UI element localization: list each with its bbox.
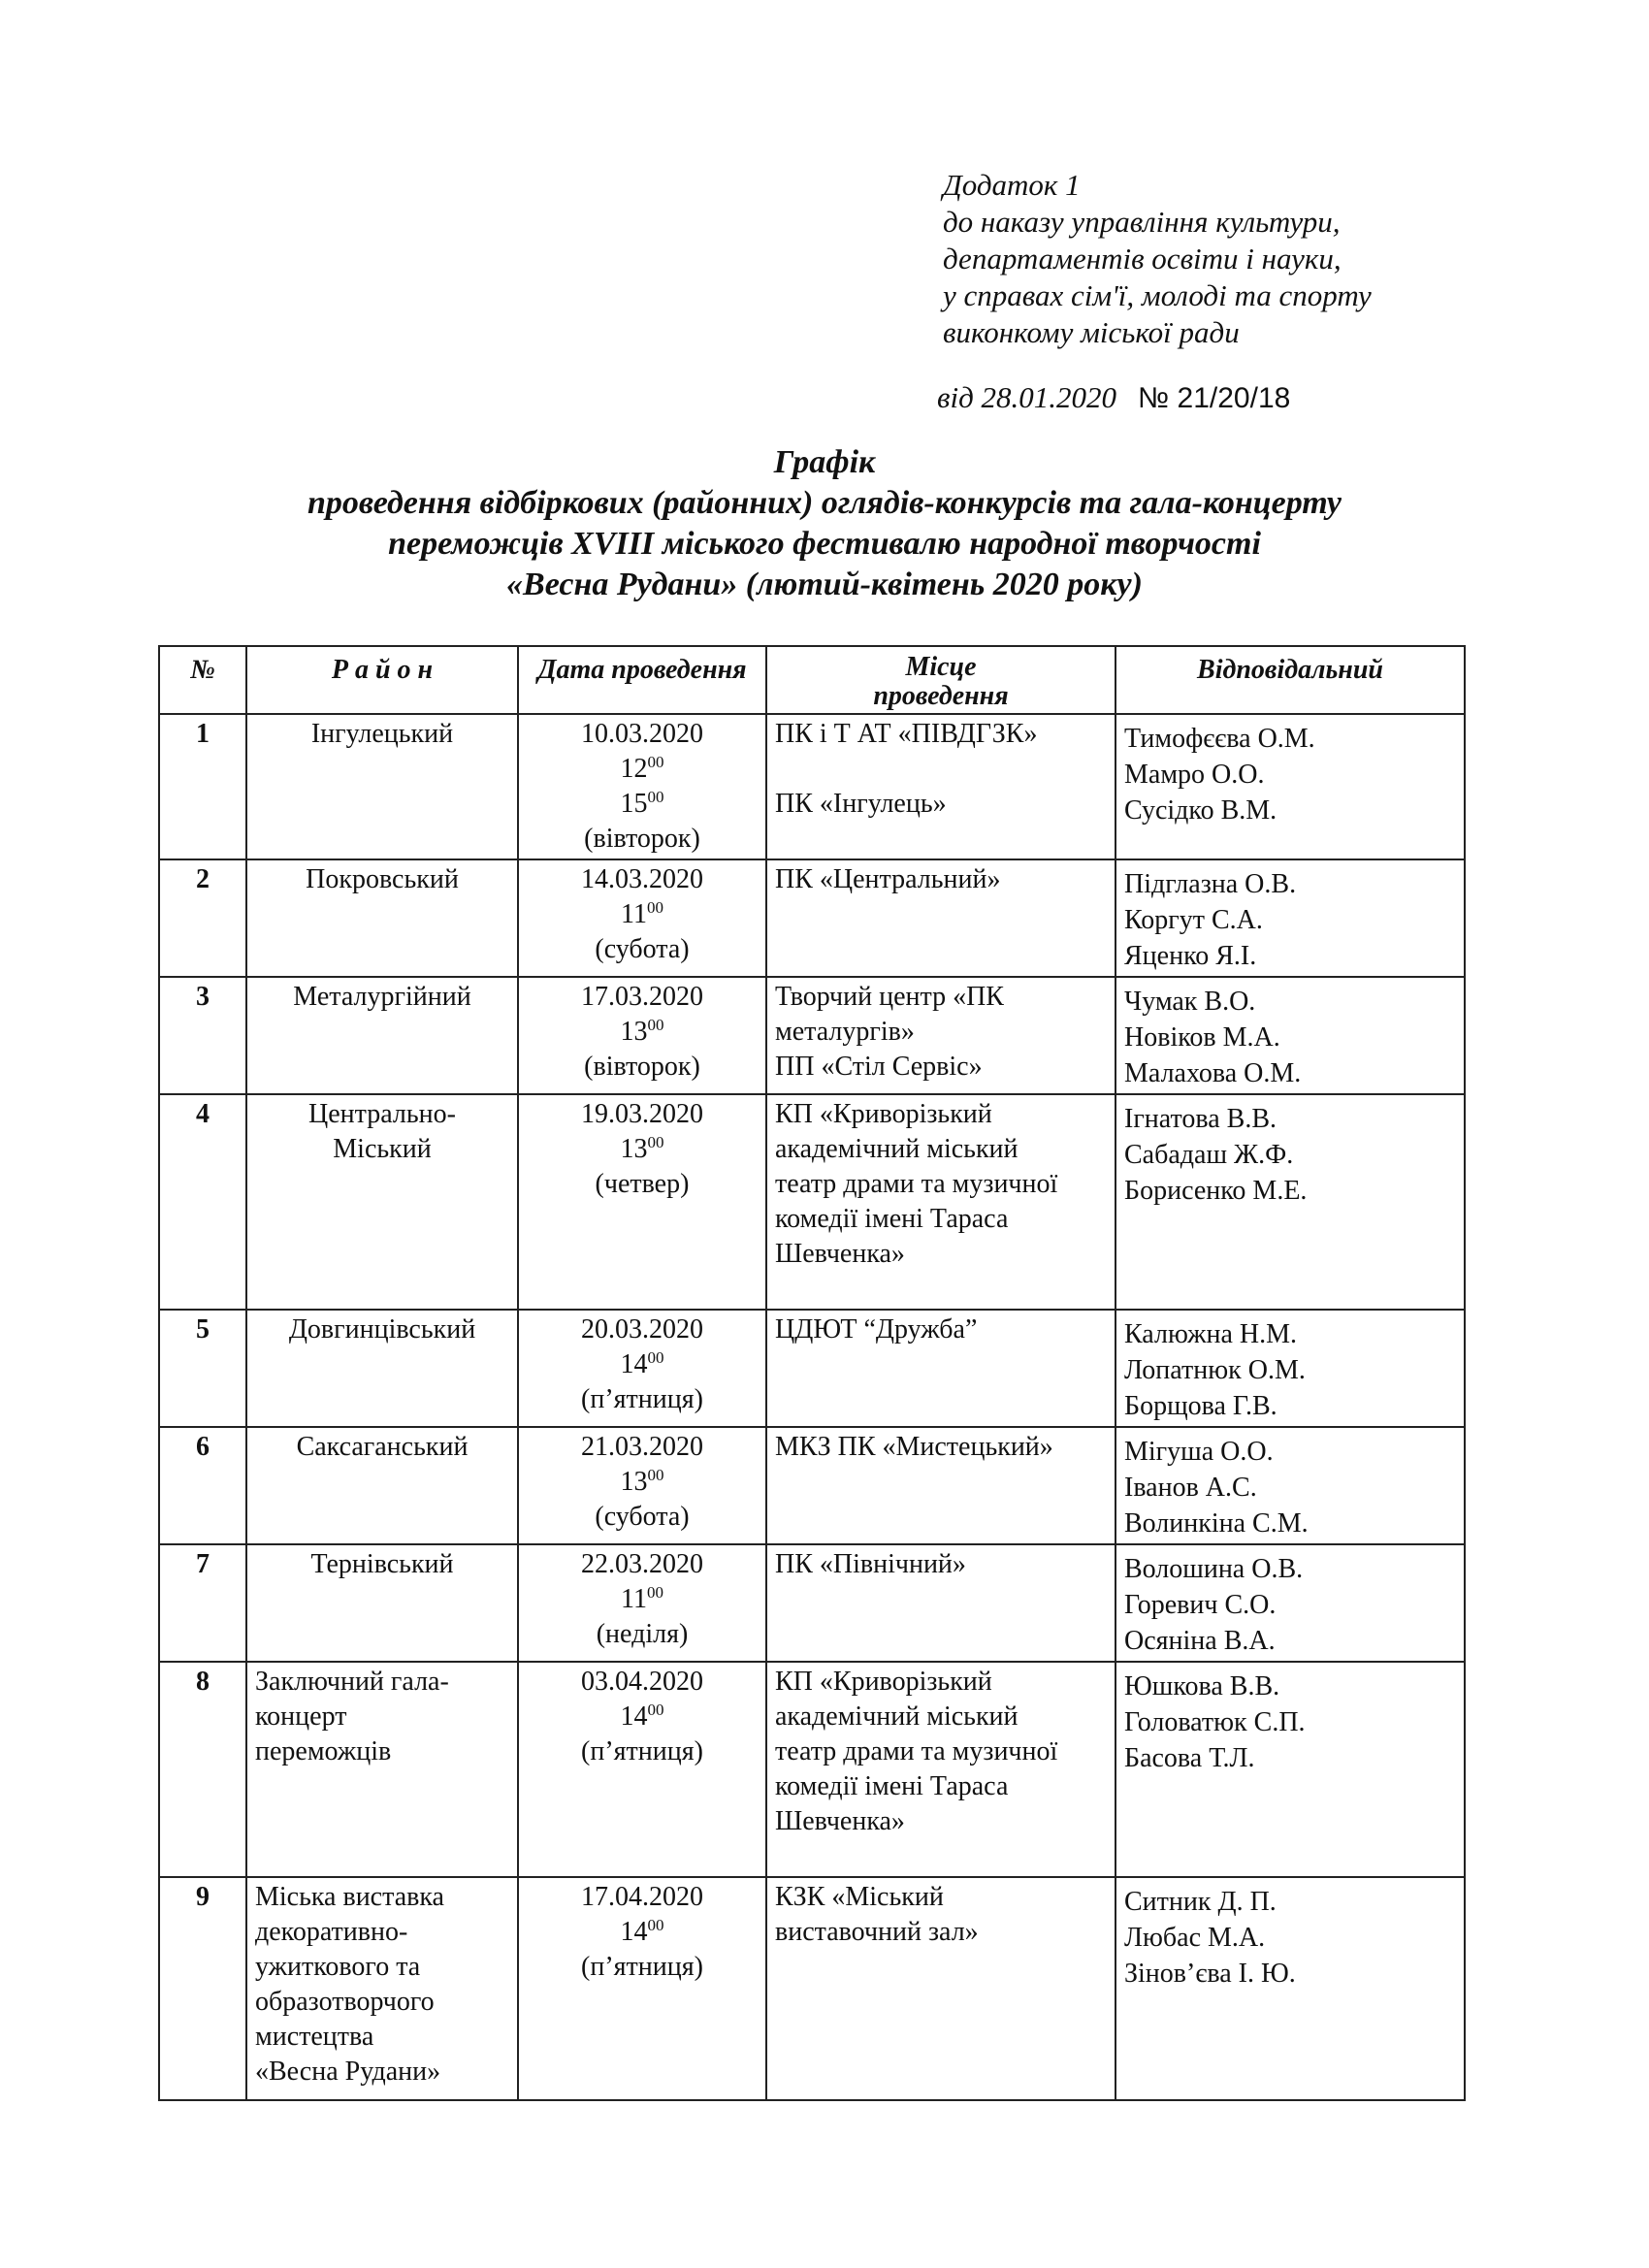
table-row bbox=[159, 1094, 1465, 1310]
header-place-line: проведення bbox=[873, 681, 1009, 711]
title-line: проведення відбіркових (районних) оглядів-конкурсів та гала-концерту bbox=[307, 485, 1342, 521]
order-number: № 21/20/18 bbox=[1138, 382, 1291, 414]
event-date: 21.03.2020 bbox=[581, 1432, 703, 1462]
event-time-hour: 14 bbox=[620, 1917, 648, 1947]
responsible-person: Юшкова В.В. bbox=[1124, 1671, 1280, 1701]
responsible-person: Коргут С.А. bbox=[1124, 905, 1263, 935]
responsible-person: Любас М.А. bbox=[1124, 1923, 1266, 1953]
place-line: КП «Криворізький bbox=[775, 1099, 992, 1129]
place-line: ПП «Стіл Сервіс» bbox=[775, 1052, 983, 1082]
event-time-minutes: 00 bbox=[646, 1583, 663, 1602]
cell-num: 2 bbox=[159, 859, 246, 977]
cell-responsible bbox=[1116, 977, 1465, 1094]
cell-num: 1 bbox=[159, 714, 246, 859]
event-time-minutes: 00 bbox=[647, 1348, 664, 1367]
table-row bbox=[159, 1427, 1465, 1544]
appendix-line: департаментів освіти і науки, bbox=[943, 242, 1342, 275]
cell-num: 4 bbox=[159, 1094, 246, 1310]
cell-district bbox=[246, 1094, 518, 1310]
place-line: Шевченка» bbox=[775, 1806, 905, 1836]
district-line: Металургійний bbox=[293, 982, 471, 1012]
responsible-person: Яценко Я.І. bbox=[1124, 941, 1257, 971]
responsible-person: Горевич С.О. bbox=[1124, 1590, 1277, 1620]
cell-place bbox=[766, 1662, 1116, 1877]
event-time-hour: 12 bbox=[620, 754, 648, 784]
cell-district bbox=[246, 714, 518, 859]
district-line: переможців bbox=[255, 1736, 392, 1766]
cell-date bbox=[518, 1544, 766, 1662]
cell-num: 8 bbox=[159, 1662, 246, 1877]
table-row bbox=[159, 1662, 1465, 1877]
district-line: ужиткового та bbox=[255, 1952, 421, 1982]
responsible-person: Волинкіна С.М. bbox=[1124, 1508, 1309, 1539]
responsible-person: Калюжна Н.М. bbox=[1124, 1319, 1298, 1349]
event-weekday: (четвер) bbox=[595, 1169, 690, 1199]
event-time-minutes: 00 bbox=[647, 1466, 664, 1484]
order-reference bbox=[937, 380, 1290, 415]
event-weekday: (п’ятниця) bbox=[581, 1736, 703, 1766]
district-line: концерт bbox=[255, 1701, 347, 1732]
event-time bbox=[527, 1465, 758, 1500]
document-title bbox=[146, 442, 1504, 605]
responsible-person: Тимофєєва О.М. bbox=[1124, 724, 1315, 754]
event-time bbox=[527, 1347, 758, 1382]
order-date: від 28.01.2020 bbox=[937, 380, 1117, 414]
place-line: КЗК «Міський bbox=[775, 1882, 944, 1912]
cell-district bbox=[246, 1877, 518, 2100]
event-time-minutes: 00 bbox=[647, 788, 664, 806]
responsible-person: Лопатнюк О.М. bbox=[1124, 1355, 1306, 1385]
district-line: Саксаганський bbox=[296, 1432, 469, 1462]
district-line: Міський bbox=[333, 1134, 432, 1164]
cell-district bbox=[246, 1544, 518, 1662]
responsible-person: Мамро О.О. bbox=[1124, 760, 1265, 790]
table-row bbox=[159, 977, 1465, 1094]
event-time-minutes: 00 bbox=[647, 1916, 664, 1934]
responsible-person: Ігнатова В.В. bbox=[1124, 1104, 1277, 1134]
appendix-line: виконкому міської ради bbox=[943, 315, 1240, 349]
event-weekday: (субота) bbox=[595, 934, 690, 964]
table-body bbox=[159, 714, 1465, 2100]
event-time-minutes: 00 bbox=[647, 753, 664, 771]
cell-date bbox=[518, 859, 766, 977]
event-time bbox=[527, 1582, 758, 1617]
cell-num: 7 bbox=[159, 1544, 246, 1662]
header-responsible: Відповідальний bbox=[1116, 646, 1465, 714]
cell-responsible bbox=[1116, 859, 1465, 977]
responsible-person: Новіков М.А. bbox=[1124, 1022, 1280, 1053]
appendix-title: Додаток 1 bbox=[943, 168, 1081, 202]
district-line: Інгулецький bbox=[310, 719, 454, 749]
event-time bbox=[527, 1132, 758, 1167]
table-row bbox=[159, 1310, 1465, 1427]
cell-date bbox=[518, 1877, 766, 2100]
header-date: Дата проведення bbox=[518, 646, 766, 714]
event-weekday: (вівторок) bbox=[584, 824, 700, 854]
place-line: металургів» bbox=[775, 1017, 915, 1047]
event-date: 17.03.2020 bbox=[581, 982, 703, 1012]
table-header-row bbox=[159, 646, 1465, 714]
responsible-person: Мігуша О.О. bbox=[1124, 1437, 1274, 1467]
event-date: 10.03.2020 bbox=[581, 719, 703, 749]
appendix-block bbox=[943, 167, 1544, 351]
event-time-hour: 11 bbox=[621, 899, 647, 929]
cell-place bbox=[766, 859, 1116, 977]
cell-place bbox=[766, 977, 1116, 1094]
event-time bbox=[527, 1015, 758, 1050]
title-line: «Весна Рудани» (лютий-квітень 2020 року) bbox=[506, 567, 1143, 602]
responsible-person: Осяніна В.А. bbox=[1124, 1626, 1276, 1656]
event-time-minutes: 00 bbox=[647, 1133, 664, 1151]
table-row bbox=[159, 1877, 1465, 2100]
district-line: Заключний гала- bbox=[255, 1667, 449, 1697]
cell-place bbox=[766, 1427, 1116, 1544]
place-line: ПК «Інгулець» bbox=[775, 789, 947, 819]
title-line: Графік bbox=[773, 444, 876, 480]
cell-responsible bbox=[1116, 1310, 1465, 1427]
cell-place bbox=[766, 1310, 1116, 1427]
event-date: 17.04.2020 bbox=[581, 1882, 703, 1912]
place-line: ПК і Т АТ «ПІВДГЗК» bbox=[775, 719, 1038, 749]
table-row bbox=[159, 859, 1465, 977]
district-line: образотворчого bbox=[255, 1987, 435, 2017]
appendix-line: до наказу управління культури, bbox=[943, 205, 1341, 239]
responsible-person: Борщова Г.В. bbox=[1124, 1391, 1277, 1421]
event-time-minutes: 00 bbox=[646, 898, 663, 917]
event-time-minutes: 00 bbox=[647, 1016, 664, 1034]
cell-place bbox=[766, 1877, 1116, 2100]
cell-responsible bbox=[1116, 1427, 1465, 1544]
responsible-person: Сусідко В.М. bbox=[1124, 795, 1277, 826]
cell-responsible bbox=[1116, 1662, 1465, 1877]
cell-date bbox=[518, 714, 766, 859]
responsible-person: Зінов’єва І. Ю. bbox=[1124, 1959, 1296, 1989]
cell-date bbox=[518, 1427, 766, 1544]
place-line: комедії імені Тараса bbox=[775, 1204, 1009, 1234]
cell-district bbox=[246, 1662, 518, 1877]
district-line: декоративно- bbox=[255, 1917, 408, 1947]
place-line: академічний міський bbox=[775, 1134, 1018, 1164]
cell-district bbox=[246, 1427, 518, 1544]
responsible-person: Борисенко М.Е. bbox=[1124, 1176, 1308, 1206]
cell-num: 6 bbox=[159, 1427, 246, 1544]
district-line: Міська виставка bbox=[255, 1882, 444, 1912]
district-line: Тернівський bbox=[310, 1549, 454, 1579]
cell-place bbox=[766, 714, 1116, 859]
event-time-hour: 14 bbox=[620, 1701, 648, 1732]
event-time-hour: 13 bbox=[620, 1467, 648, 1497]
table-row bbox=[159, 1544, 1465, 1662]
table-row bbox=[159, 714, 1465, 859]
event-weekday: (субота) bbox=[595, 1502, 690, 1532]
cell-date bbox=[518, 1310, 766, 1427]
cell-district bbox=[246, 859, 518, 977]
cell-district bbox=[246, 977, 518, 1094]
responsible-person: Підглазна О.В. bbox=[1124, 869, 1297, 899]
place-line: МКЗ ПК «Мистецький» bbox=[775, 1432, 1053, 1462]
place-line: академічний міський bbox=[775, 1701, 1018, 1732]
cell-place bbox=[766, 1094, 1116, 1310]
event-time-minutes: 00 bbox=[647, 1701, 664, 1719]
cell-date bbox=[518, 1094, 766, 1310]
district-line: «Весна Рудани» bbox=[255, 2057, 441, 2087]
cell-date bbox=[518, 977, 766, 1094]
header-place bbox=[766, 646, 1116, 714]
event-date: 22.03.2020 bbox=[581, 1549, 703, 1579]
place-line: ПК «Центральний» bbox=[775, 864, 1001, 894]
place-line bbox=[775, 752, 1107, 787]
place-line: театр драми та музичної bbox=[775, 1169, 1058, 1199]
responsible-person: Сабадаш Ж.Ф. bbox=[1124, 1140, 1294, 1170]
district-line: Покровський bbox=[306, 864, 459, 894]
cell-responsible bbox=[1116, 1544, 1465, 1662]
responsible-person: Ситник Д. П. bbox=[1124, 1887, 1277, 1917]
event-date: 14.03.2020 bbox=[581, 864, 703, 894]
event-date: 19.03.2020 bbox=[581, 1099, 703, 1129]
place-line: КП «Криворізький bbox=[775, 1667, 992, 1697]
responsible-person: Іванов А.С. bbox=[1124, 1473, 1257, 1503]
cell-date bbox=[518, 1662, 766, 1877]
place-line: театр драми та музичної bbox=[775, 1736, 1058, 1766]
schedule-table bbox=[158, 645, 1466, 2101]
event-time bbox=[527, 752, 758, 787]
event-date: 03.04.2020 bbox=[581, 1667, 703, 1697]
district-line: Довгинцівський bbox=[288, 1314, 476, 1345]
event-time-hour: 15 bbox=[620, 789, 648, 819]
event-time-hour: 13 bbox=[620, 1134, 648, 1164]
event-time bbox=[527, 897, 758, 932]
cell-num: 5 bbox=[159, 1310, 246, 1427]
responsible-person: Волошина О.В. bbox=[1124, 1554, 1304, 1584]
title-line: переможців XVIII міського фестивалю народної творчості bbox=[388, 526, 1261, 562]
district-line: мистецтва bbox=[255, 2022, 374, 2052]
event-weekday: (вівторок) bbox=[584, 1052, 700, 1082]
header-num: № bbox=[159, 646, 246, 714]
event-weekday: (п’ятниця) bbox=[581, 1952, 703, 1982]
event-time bbox=[527, 1915, 758, 1950]
event-time bbox=[527, 787, 758, 822]
district-line: Центрально- bbox=[308, 1099, 456, 1129]
place-line: ПК «Північний» bbox=[775, 1549, 966, 1579]
place-line: Шевченка» bbox=[775, 1239, 905, 1269]
event-time-hour: 11 bbox=[621, 1584, 647, 1614]
place-line: Творчий центр «ПК bbox=[775, 982, 1004, 1012]
appendix-line: у справах сім'ї, молоді та спорту bbox=[943, 278, 1372, 312]
header-district: Р а й о н bbox=[246, 646, 518, 714]
place-line: комедії імені Тараса bbox=[775, 1771, 1009, 1801]
cell-place bbox=[766, 1544, 1116, 1662]
place-line: виставочний зал» bbox=[775, 1917, 979, 1947]
header-place-line: Місце bbox=[905, 652, 977, 682]
event-time bbox=[527, 1700, 758, 1734]
cell-responsible bbox=[1116, 714, 1465, 859]
responsible-person: Басова Т.Л. bbox=[1124, 1743, 1255, 1773]
event-weekday: (п’ятниця) bbox=[581, 1384, 703, 1414]
responsible-person: Чумак В.О. bbox=[1124, 987, 1256, 1017]
event-time-hour: 13 bbox=[620, 1017, 648, 1047]
cell-responsible bbox=[1116, 1877, 1465, 2100]
event-date: 20.03.2020 bbox=[581, 1314, 703, 1345]
cell-num: 9 bbox=[159, 1877, 246, 2100]
cell-num: 3 bbox=[159, 977, 246, 1094]
place-line: ЦДЮТ “Дружба” bbox=[775, 1314, 978, 1345]
event-weekday: (неділя) bbox=[596, 1619, 689, 1649]
cell-district bbox=[246, 1310, 518, 1427]
cell-responsible bbox=[1116, 1094, 1465, 1310]
event-time-hour: 14 bbox=[620, 1349, 648, 1379]
responsible-person: Головатюк С.П. bbox=[1124, 1707, 1306, 1737]
responsible-person: Малахова О.М. bbox=[1124, 1058, 1302, 1088]
